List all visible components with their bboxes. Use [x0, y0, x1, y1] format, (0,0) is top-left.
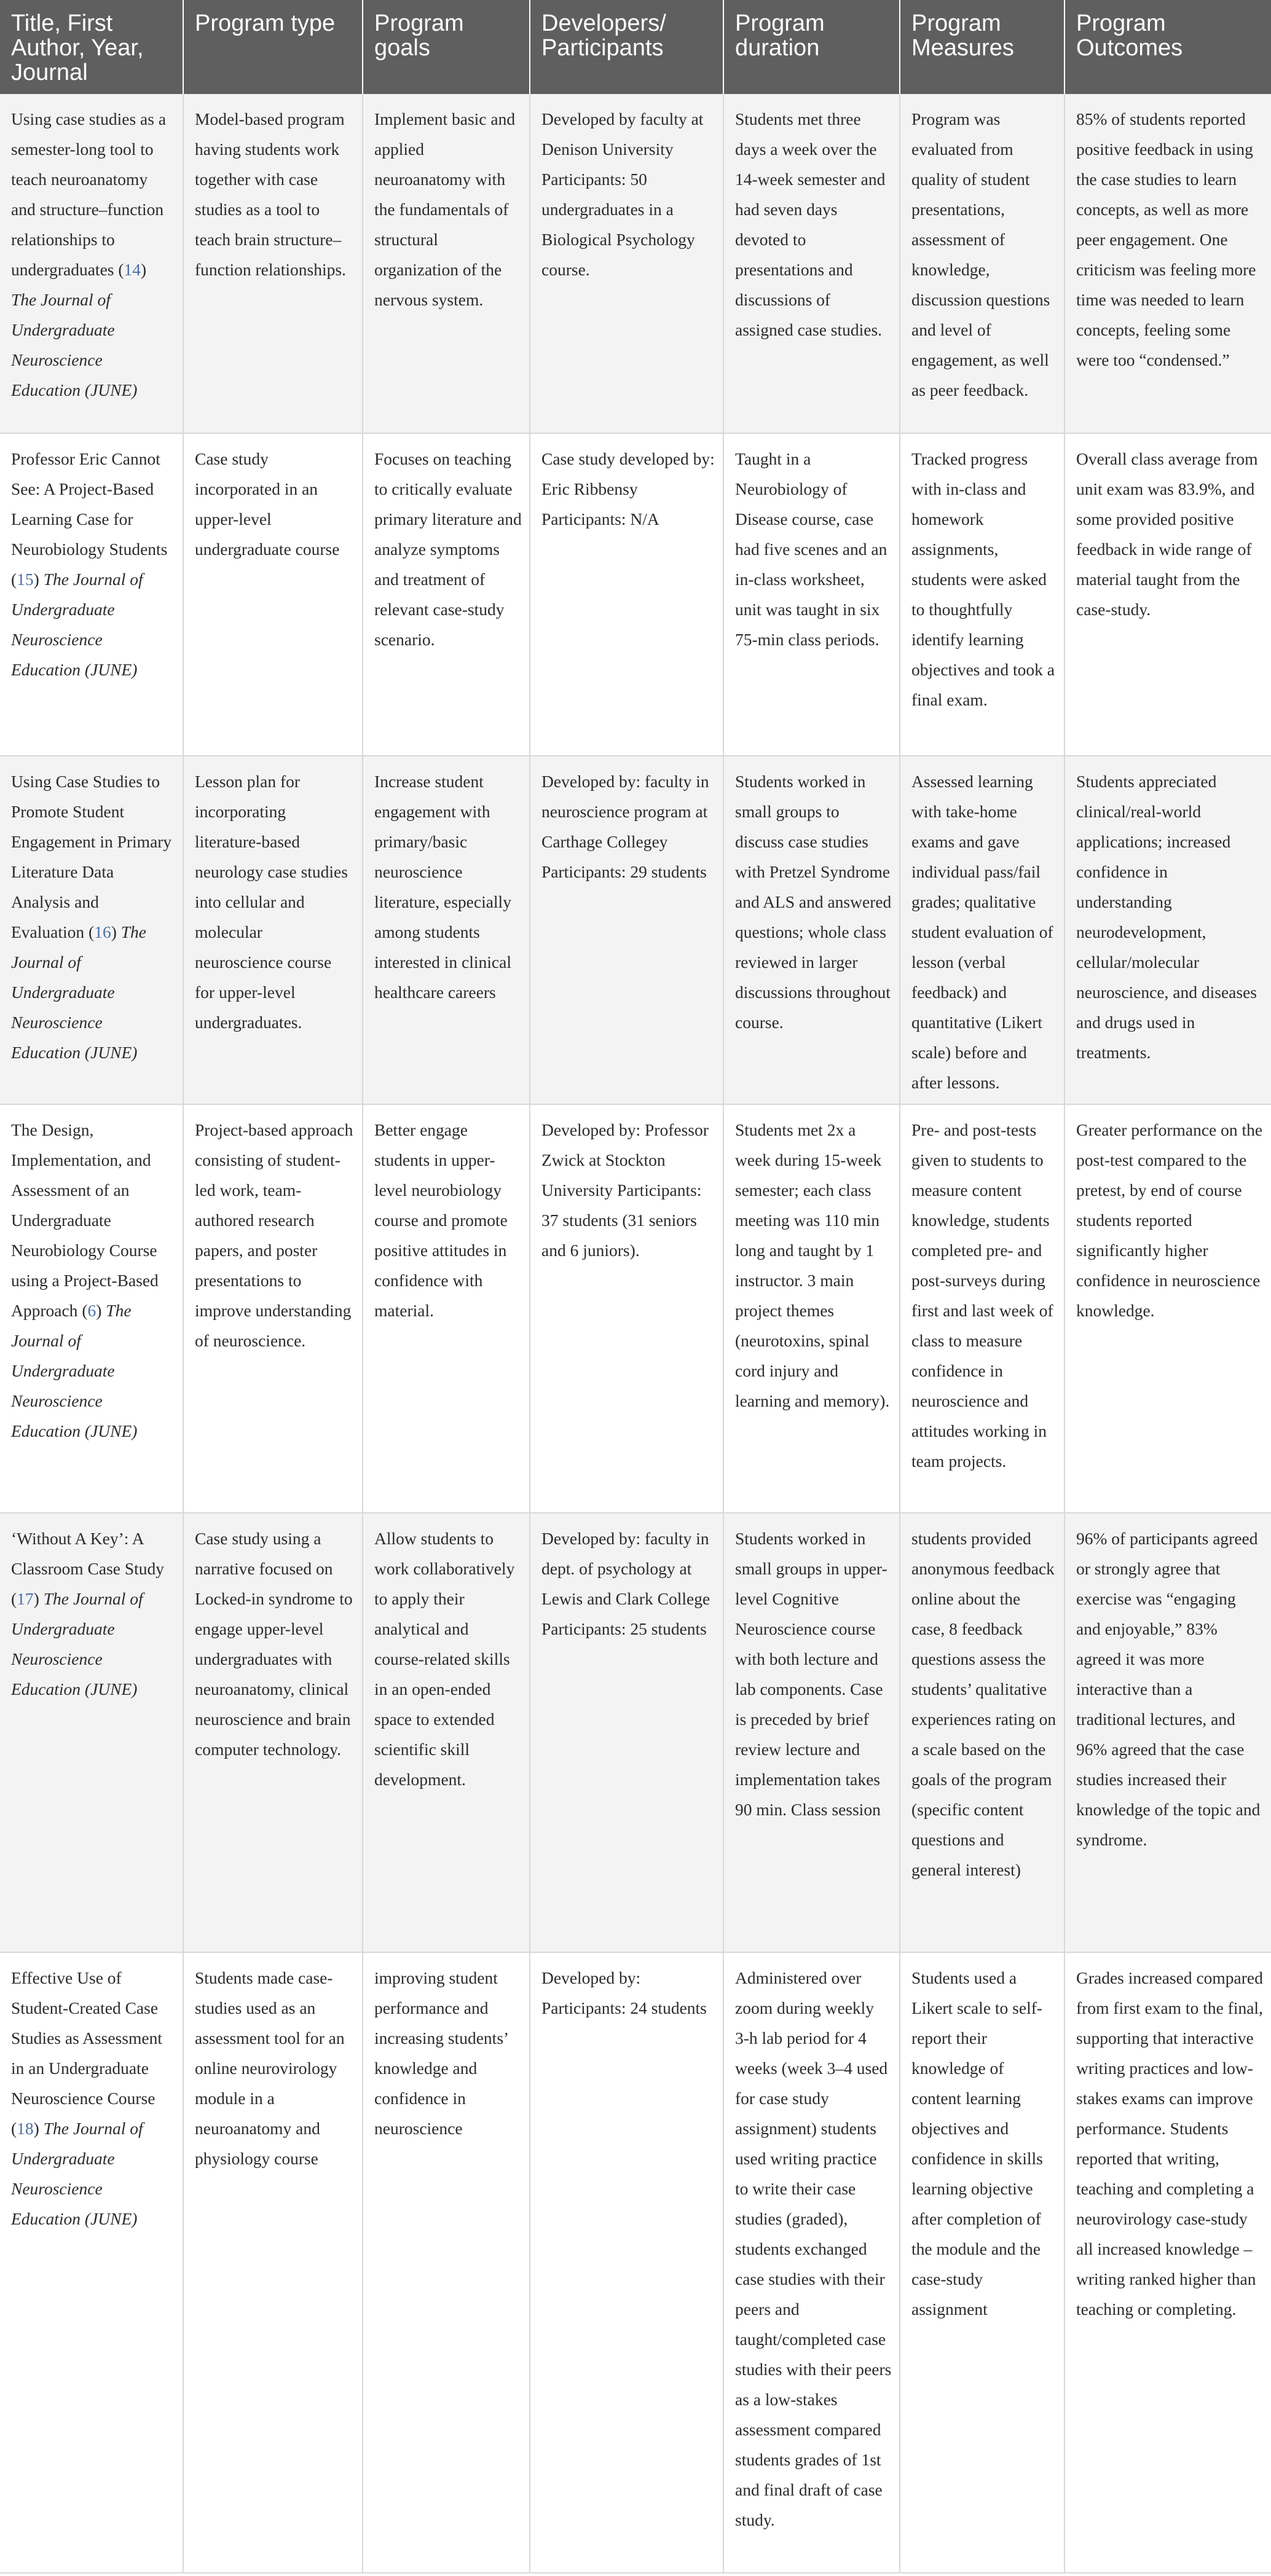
header-program-duration: Program duration — [723, 0, 900, 94]
table-row — [0, 1513, 1271, 1952]
cell-program-measures: Assessed learning with take-home exams and gave individual pass/fail grades; qualitative student evaluation of lesson (verbal feedback) and quantitative (Likert scale) before and after lessons. — [900, 756, 1064, 1104]
cell-program-goals: Allow students to work collaboratively to apply their analytical and course-related skills in an open-ended space to extended scientific skill development. — [363, 1513, 530, 1952]
cell-title: The Design, Implementation, and Assessment of an Undergraduate Neurobiology Course using a Project-Based Approach (6) The Journal of Undergraduate Neuroscience Education (JUNE) — [0, 1104, 183, 1513]
header-developers: Developers/ Participants — [530, 0, 723, 94]
cell-program-measures: Students used a Likert scale to self-report their knowledge of content learning objectives and confidence in skills learning objective after completion of the module and the case-study assignment — [900, 1952, 1064, 2573]
cell-program-goals: Better engage students in upper-level neurobiology course and promote positive attitudes in confidence with material. — [363, 1104, 530, 1513]
header-program-type: Program type — [183, 0, 363, 94]
table-row — [0, 94, 1271, 433]
table-row — [0, 756, 1271, 1104]
cell-program-type: Project-based approach consisting of student-led work, team-authored research papers, and poster presentations to improve understanding of neuroscience. — [183, 1104, 363, 1513]
cell-title: Professor Eric Cannot See: A Project-Based Learning Case for Neurobiology Students (15) The Journal of Undergraduate Neuroscience Education (JUNE) — [0, 433, 183, 756]
cell-program-outcomes: Grades increased compared from first exam to the final, supporting that interactive writing practices and low-stakes exams can improve performance. Students reported that writing, teaching and completing a neurovirology case-study all increased knowledge – writing ranked higher than teaching or completing. — [1064, 1952, 1271, 2573]
reference-link[interactable]: 14 — [124, 260, 141, 279]
header-row — [0, 0, 1271, 94]
journal-name: The Journal of Undergraduate Neuroscience Education (JUNE) — [11, 922, 146, 1062]
table-header — [0, 0, 1271, 94]
cell-program-duration: Students worked in small groups in upper-level Cognitive Neuroscience course with both lecture and lab components. Case is preceded by brief review lecture and implementation takes 90 min. Class session — [723, 1513, 900, 1952]
header-title: Title, First Author, Year, Journal — [0, 0, 183, 94]
cell-program-duration: Students worked in small groups to discuss case studies with Pretzel Syndrome and ALS and answered questions; whole class reviewed in larger discussions throughout course. — [723, 756, 900, 1104]
title-text: Using case studies as a semester-long tool to teach neuroanatomy and structure–function relationships to undergraduates — [11, 109, 167, 279]
cell-program-goals: Focuses on teaching to critically evaluate primary literature and analyze symptoms and treatment of relevant case-study scenario. — [363, 433, 530, 756]
cell-developers: Developed by: faculty in dept. of psychology at Lewis and Clark College Participants: 25 students — [530, 1513, 723, 1952]
cell-title: ‘Without A Key’: A Classroom Case Study (17) The Journal of Undergraduate Neuroscience Education (JUNE) — [0, 1513, 183, 1952]
cell-program-type: Case study incorporated in an upper-level undergraduate course — [183, 433, 363, 756]
title-text: Professor Eric Cannot See: A Project-Based Learning Case for Neurobiology Students — [11, 449, 168, 559]
cell-program-outcomes: 85% of students reported positive feedback in using the case studies to learn concepts, as well as more peer engagement. One criticism was feeling more time was needed to learn concepts, feeling some were too “condensed.” — [1064, 94, 1271, 433]
cell-developers: Developed by faculty at Denison University Participants: 50 undergraduates in a Biological Psychology course. — [530, 94, 723, 433]
cell-program-measures: students provided anonymous feedback online about the case, 8 feedback questions assess the students’ qualitative experiences rating on a scale based on the goals of the program (specific content questions and general interest) — [900, 1513, 1064, 1952]
cell-program-goals: improving student performance and increasing students’ knowledge and confidence in neuroscience — [363, 1952, 530, 2573]
cell-developers: Developed by: Participants: 24 students — [530, 1952, 723, 2573]
cell-program-type: Lesson plan for incorporating literature-based neurology case studies into cellular and molecular neuroscience course for upper-level undergraduates. — [183, 756, 363, 1104]
title-text: The Design, Implementation, and Assessment of an Undergraduate Neurobiology Course using a Project-Based Approach — [11, 1120, 159, 1320]
cell-program-outcomes: Overall class average from unit exam was 83.9%, and some provided positive feedback in wide range of material taught from the case-study. — [1064, 433, 1271, 756]
cell-program-measures: Program was evaluated from quality of student presentations, assessment of knowledge, discussion questions and level of engagement, as well as peer feedback. — [900, 94, 1064, 433]
cell-program-goals: Implement basic and applied neuroanatomy with the fundamentals of structural organization of the nervous system. — [363, 94, 530, 433]
table-row — [0, 433, 1271, 756]
table-row — [0, 1104, 1271, 1513]
journal-name: The Journal of Undergraduate Neuroscience Education (JUNE) — [11, 1589, 143, 1698]
journal-name: The Journal of Undergraduate Neuroscience Education (JUNE) — [11, 570, 143, 679]
reference-link[interactable]: 17 — [17, 1589, 34, 1608]
reference-link[interactable]: 16 — [94, 922, 111, 941]
cell-developers: Case study developed by: Eric Ribbensy Participants: N/A — [530, 433, 723, 756]
cell-program-outcomes: Students appreciated clinical/real-world applications; increased confidence in understanding neurodevelopment, cellular/molecular neuroscience, and diseases and drugs used in treatments. — [1064, 756, 1271, 1104]
cell-program-type: Case study using a narrative focused on Locked-in syndrome to engage upper-level undergraduates with neuroanatomy, clinical neuroscience and brain computer technology. — [183, 1513, 363, 1952]
cell-program-outcomes: Greater performance on the post-test compared to the pretest, by end of course students reported significantly higher confidence in neuroscience knowledge. — [1064, 1104, 1271, 1513]
header-program-outcomes: Program Outcomes — [1064, 0, 1271, 94]
cell-program-outcomes: 96% of participants agreed or strongly agree that exercise was “engaging and enjoyable,” 83% agreed it was more interactive than a traditional lectures, and 96% agreed that the case studies increased their knowledge of the topic and syndrome. — [1064, 1513, 1271, 1952]
cell-developers: Developed by: faculty in neuroscience program at Carthage Collegey Participants: 29 students — [530, 756, 723, 1104]
table-row — [0, 1952, 1271, 2573]
cell-program-measures: Pre- and post-tests given to students to measure content knowledge, students completed pre- and post-surveys during first and last week of class to measure confidence in neuroscience and attitudes working in team projects. — [900, 1104, 1064, 1513]
journal-name: The Journal of Undergraduate Neuroscience Education (JUNE) — [11, 2119, 143, 2228]
table-body — [0, 94, 1271, 2573]
journal-name: The Journal of Undergraduate Neuroscience Education (JUNE) — [11, 290, 138, 399]
cell-title: Using Case Studies to Promote Student Engagement in Primary Literature Data Analysis and Evaluation (16) The Journal of Undergraduate Neuroscience Education (JUNE) — [0, 756, 183, 1104]
reference-link[interactable]: 6 — [87, 1301, 96, 1320]
cell-program-type: Students made case-studies used as an assessment tool for an online neurovirology module in a neuroanatomy and physiology course — [183, 1952, 363, 2573]
cell-program-duration: Administered over zoom during weekly 3-h lab period for 4 weeks (week 3–4 used for case study assignment) students used writing practice to write their case studies (graded), students exchanged case studies with their peers and taught/completed case studies with their peers as a low-stakes assessment compared students grades of 1st and final draft of case study. — [723, 1952, 900, 2573]
cell-program-measures: Tracked progress with in-class and homework assignments, students were asked to thoughtfully identify learning objectives and took a final exam. — [900, 433, 1064, 756]
cell-title: Using case studies as a semester-long tool to teach neuroanatomy and structure–function relationships to undergraduates (14) The Journal of Undergraduate Neuroscience Education (JUNE) — [0, 94, 183, 433]
cell-program-goals: Increase student engagement with primary/basic neuroscience literature, especially among students interested in clinical healthcare careers — [363, 756, 530, 1104]
title-text: Effective Use of Student-Created Case Studies as Assessment in an Undergraduate Neuroscience Course — [11, 1968, 162, 2108]
cell-program-type: Model-based program having students work together with case studies as a tool to teach brain structure–function relationships. — [183, 94, 363, 433]
header-program-goals: Program goals — [363, 0, 530, 94]
journal-name: The Journal of Undergraduate Neuroscience Education (JUNE) — [11, 1301, 138, 1440]
cell-developers: Developed by: Professor Zwick at Stockton University Participants: 37 students (31 seniors and 6 juniors). — [530, 1104, 723, 1513]
cell-program-duration: Students met 2x a week during 15-week semester; each class meeting was 110 min long and taught by 1 instructor. 3 main project themes (neurotoxins, spinal cord injury and learning and memory). — [723, 1104, 900, 1513]
cell-title: Effective Use of Student-Created Case Studies as Assessment in an Undergraduate Neuroscience Course (18) The Journal of Undergraduate Neuroscience Education (JUNE) — [0, 1952, 183, 2573]
reference-link[interactable]: 15 — [17, 570, 34, 589]
cell-program-duration: Students met three days a week over the 14-week semester and had seven days devoted to presentations and discussions of assigned case studies. — [723, 94, 900, 433]
title-text: ‘Without A Key’: A Classroom Case Study — [11, 1529, 165, 1578]
cell-program-duration: Taught in a Neurobiology of Disease course, case had five scenes and an in-class worksheet, unit was taught in six 75-min class periods. — [723, 433, 900, 756]
reference-link[interactable]: 18 — [17, 2119, 34, 2138]
title-text: Using Case Studies to Promote Student Engagement in Primary Literature Data Analysis and Evaluation — [11, 772, 172, 941]
header-program-measures: Program Measures — [900, 0, 1064, 94]
